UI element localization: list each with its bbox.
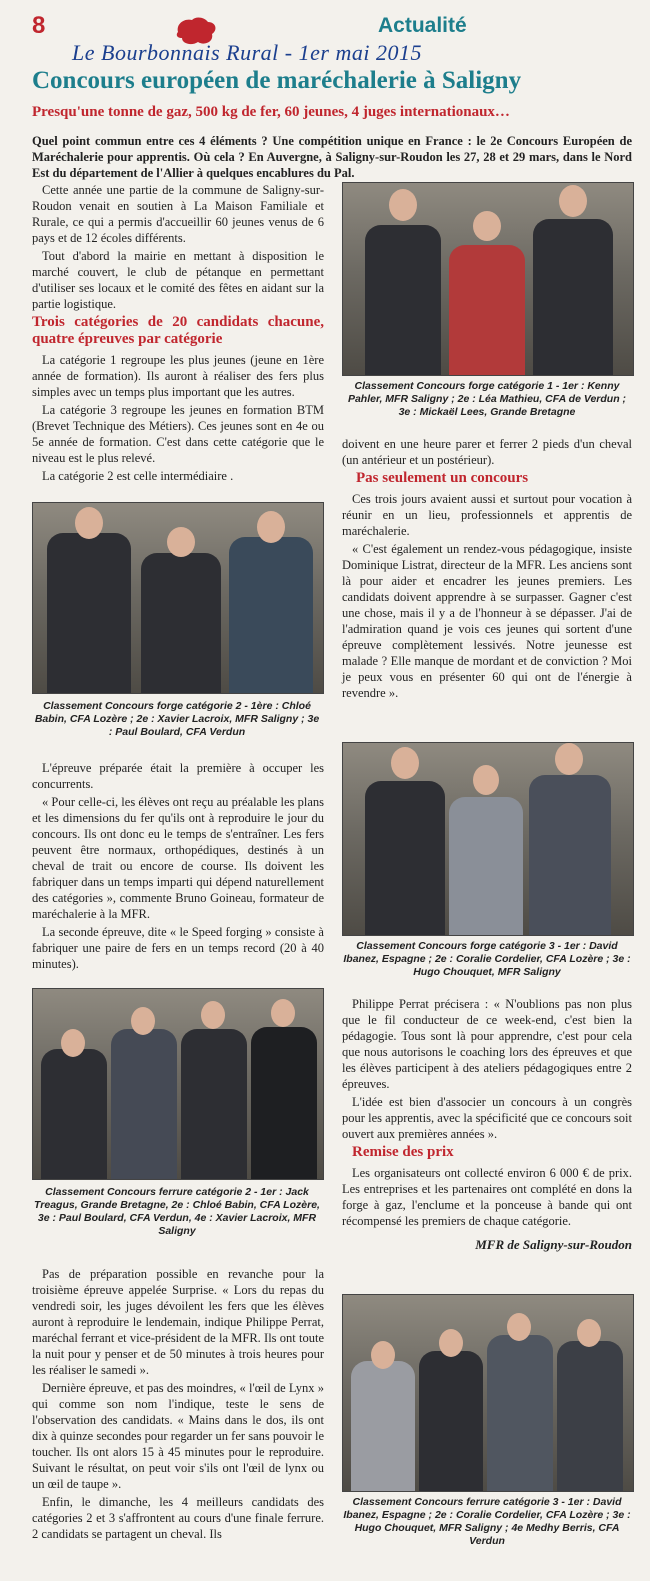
paragraph: « C'est également un rendez-vous pédagogique, insiste Dominique Listrat, directeur de la MFR. Les anciens sont là pour aider et encadrer les jeunes premiers. Les candidats doivent apprendre à se surpasser. Gagner c'est une chose, mais il y a de l'honneur à se dépasser. J'ai de l'admiration quand je vois ces jeunes qui sortent d'une épreuve complètement lessivés. Notre jeunesse est malade ? Elle manque de mordant et de conviction ? Moi je peux vous en présenter 60 qui ont de l'énergie à revendre ».: [342, 542, 632, 700]
page-number: 8: [32, 12, 46, 39]
paragraph: La catégorie 2 est celle intermédiaire .: [42, 469, 234, 483]
paragraph: La seconde épreuve, dite « le Speed forging » consiste à fabriquer une paire de fers en un temps record (20 à 40 minutes).: [32, 925, 324, 971]
photo-caption: Classement Concours forge catégorie 3 - 1er : David Ibanez, Espagne ; 2e : Coralie Cordelier, CFA Lozère ; 3e : Hugo Chouquet, MFR Saligny: [343, 940, 631, 978]
paragraph: Tout d'abord la mairie en mettant à disposition le marché couvert, le club de pétanque en permettant d'utiliser ses locaux et le comité des fêtes en aidant sur la partie logistique.: [32, 249, 324, 311]
paragraph: Philippe Perrat précisera : « N'oublions pas non plus que le fil conducteur de ce week-end, c'est bien la pédagogie. Tous sont là pour apprendre, c'est pour cela que nous autorisons le coaching lors des épreuves et que les élèves participent à des ateliers pédagogiques entre 2 épreuves.: [342, 997, 632, 1091]
right-column-lower: [342, 996, 632, 1253]
photo-ferrure-cat3: [342, 1294, 634, 1492]
handwritten-source-note: Le Bourbonnais Rural - 1er mai 2015: [72, 40, 422, 65]
left-column-mid: [32, 760, 324, 974]
section-heading: Remise des prix: [352, 1144, 454, 1160]
photo-caption: Classement Concours forge catégorie 2 - 1ère : Chloé Babin, CFA Lozère ; 2e : Xavier Lacroix, MFR Saligny ; 3e : Paul Boulard, CFA Verdun: [34, 700, 320, 738]
photo-forge-cat2: [32, 502, 324, 694]
photo-ferrure-cat2: [32, 988, 324, 1180]
paragraph: Pas de préparation possible en revanche pour la troisième épreuve appelée Surprise. « Lors du repas du vendredi soir, les juges dévoilent les fers que les élèves auront à reproduire le lendemain, indique Philippe Perrat, maréchal ferrant et vice-président de la MFR. Ils ont toute la nuit pour y penser et de 50 minutes à trois heures pour les réaliser le samedi ».: [32, 1267, 324, 1377]
article-signature: MFR de Saligny-sur-Roudon: [475, 1237, 632, 1252]
article-subtitle: Presqu'une tonne de gaz, 500 kg de fer, 60 jeunes, 4 juges internationaux…: [32, 104, 510, 120]
paragraph: doivent en une heure parer et ferrer 2 pieds d'un cheval (un antérieur et un postérieur).: [342, 437, 632, 467]
paragraph: « Pour celle-ci, les élèves ont reçu au préalable les plans et les dimensions du fer qu'ils ont à reproduire le jour du concours. Ils ont donc eu le temps de s'entraîner. Les fers peuvent être normaux, orthopédiques, destinés à un cheval de trait ou encore de course. Ils doivent les fabriquer dans un temps imparti qui dépend naturellement des catégories », commente Bruno Goineau, formateur de maréchalerie à la MFR.: [32, 795, 324, 921]
left-column-bottom: [32, 1266, 324, 1544]
paragraph: L'épreuve préparée était la première à occuper les concurrents.: [32, 761, 324, 791]
section-heading: Pas seulement un concours: [356, 470, 529, 486]
paragraph: Cette année une partie de la commune de Saligny-sur-Roudon venait en soutien à La Maison Familiale et Rurale, ce qui a permis d'accueillir 60 jeunes venus de 6 pays et de 12 écoles différents.: [32, 183, 324, 245]
paragraph: Enfin, le dimanche, les 4 meilleurs candidats des catégories 2 et 3 s'affrontent au cours d'une finale ferrure. 2 candidats se partagent un cheval. Ils: [32, 1495, 324, 1541]
rubric-label: Actualité: [378, 14, 467, 37]
paragraph: Dernière épreuve, et pas des moindres, « l'œil de Lynx » qui comme son nom l'indique, teste le sens de l'observation des candidats. « Mains dans le dos, ils ont dix à quinze secondes pour regarder un fer sans pouvoir le toucher. Ils ont alors 15 à 45 minutes pour le reproduire. Suivant le résultat, on peut voir s'ils ont l'œil de lynx ou un œil de taupe ».: [32, 1381, 324, 1491]
section-heading: Trois catégories de 20 candidats chacune, quatre épreuves par catégorie: [32, 314, 324, 347]
photo-forge-cat1: [342, 182, 634, 376]
paragraph: Ces trois jours avaient aussi et surtout pour vocation à réunir en un lieu, professionnels et apprentis de maréchalerie.: [342, 492, 632, 538]
paragraph: La catégorie 3 regroupe les jeunes en formation BTM (Brevet Technique des Métiers). Ces jeunes sont en 4e ou 5e année de formation. C'est dans cette catégorie que le niveau est le plus relevé.: [32, 403, 324, 465]
paragraph: Les organisateurs ont collecté environ 6 000 € de prix. Les entreprises et les partenaires ont complété en dons la forge à gaz, l'enclume et la ponceuse à bande qui ont récompensé les premiers de chaque catégorie.: [342, 1166, 632, 1228]
right-column-mid: [342, 436, 632, 703]
article-lead: Quel point commun entre ces 4 éléments ? Une compétition unique en France : le 2e Concours Européen de Maréchalerie pour apprentis. Où cela ? En Auvergne, à Saligny-sur-Roudon les 27, 28 et 29 mars, dans le Nord Est du département de l'Allier à quelques encablures du Pal.: [32, 134, 632, 180]
left-column-intro: [32, 182, 324, 486]
photo-caption: Classement Concours ferrure catégorie 3 - 1er : David Ibanez, Espagne ; 2e : Coralie Cordelier, CFA Lozère ; 3e : Hugo Chouquet, MFR Saligny ; 4e Medhy Berris, CFA Verdun: [343, 1496, 631, 1547]
photo-forge-cat3: [342, 742, 634, 936]
photo-caption: Classement Concours ferrure catégorie 2 - 1er : Jack Treagus, Grande Bretagne, 2e : Chloé Babin, CFA Lozère, 3e : Paul Boulard, CFA Verdun, 4e : Xavier Lacroix, MFR Saligny: [34, 1186, 320, 1237]
photo-caption: Classement Concours forge catégorie 1 - 1er : Kenny Pahler, MFR Saligny ; 2e : Léa Mathieu, CFA de Verdun ; 3e : Mickaël Lees, Grande Bretagne: [347, 380, 627, 418]
article-title: Concours européen de maréchalerie à Saligny: [32, 67, 522, 94]
paragraph: La catégorie 1 regroupe les plus jeunes (jeune en 1ère année de formation). Ils auront à réaliser des fers plus simples avec un temps plus important que les autres.: [32, 353, 324, 399]
paragraph: L'idée est bien d'associer un concours à un congrès pour les apprentis, avec la spécificité que ce concours soit ouvert aux premières années ».: [342, 1095, 632, 1141]
